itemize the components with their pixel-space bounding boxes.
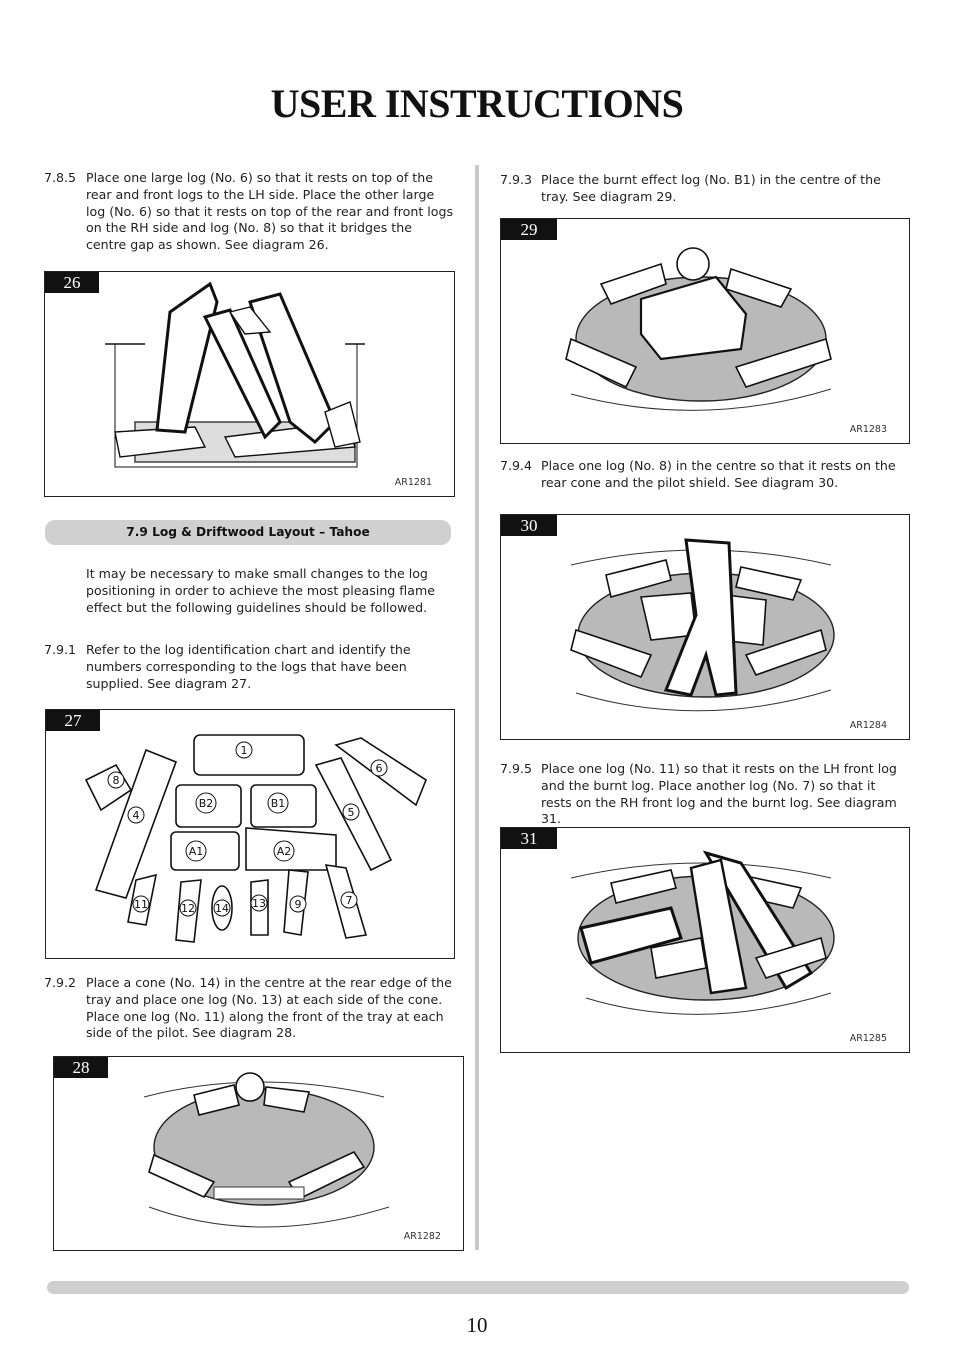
- log-label: 8: [112, 774, 120, 787]
- log-label: B2: [198, 797, 214, 810]
- log-label: 5: [347, 806, 355, 819]
- step-number: 7.9.1: [44, 642, 77, 657]
- log-label: A2: [276, 845, 292, 858]
- diagram-number: 30: [501, 515, 557, 536]
- step-text: Place the burnt effect log (No. B1) in the centre of the tray. See diagram 29.: [541, 172, 881, 204]
- diagram-27-illustration: [46, 710, 456, 960]
- step-7-9-1: [44, 642, 456, 692]
- step-number: 7.9.4: [500, 458, 533, 473]
- diagram-code: AR1281: [394, 477, 432, 488]
- diagram-28-illustration: [54, 1057, 465, 1252]
- log-label: B1: [270, 797, 286, 810]
- log-label: 9: [294, 898, 302, 911]
- diagram-26: [44, 271, 455, 497]
- diagram-29: [500, 218, 910, 444]
- diagram-code: AR1283: [849, 424, 887, 435]
- step-text: Place one large log (No. 6) so that it rests on top of the rear and front logs to the LH side. Place the other large log (No. 6) so that it rests on top of the rear and front logs on the RH side and log (No. 8) so that it bridges the centre gap as shown. See diagram 26.: [86, 170, 454, 253]
- diagram-28: [53, 1056, 464, 1251]
- diagram-27: [45, 709, 455, 959]
- column-divider: [475, 165, 479, 1250]
- step-text: Place one log (No. 8) in the centre so that it rests on the rear cone and the pilot shield. See diagram 30.: [541, 458, 896, 490]
- diagram-code: AR1282: [403, 1231, 441, 1242]
- diagram-number: 26: [45, 272, 99, 293]
- log-label: A1: [188, 845, 204, 858]
- step-number: 7.9.2: [44, 975, 77, 990]
- diagram-26-illustration: [45, 272, 456, 498]
- step-number: 7.9.3: [500, 172, 533, 187]
- page-number: 10: [466, 1313, 488, 1337]
- log-label: 13: [252, 897, 266, 910]
- step-7-9-2: [44, 975, 456, 1042]
- diagram-code: AR1284: [849, 720, 887, 731]
- step-7-9-5: [500, 761, 910, 828]
- diagram-30: [500, 514, 910, 740]
- log-label: 14: [215, 902, 229, 915]
- step-7-9-3: [500, 172, 910, 206]
- step-text: Place one log (No. 11) so that it rests on the LH front log and the burnt log. Place another log (No. 7) so that it rests on the RH front log and the burnt log. See diagram 31.: [541, 761, 897, 827]
- diagram-number: 29: [501, 219, 557, 240]
- log-label: 12: [181, 902, 195, 915]
- log-label: 6: [375, 762, 383, 775]
- diagram-30-illustration: [501, 515, 911, 741]
- step-7-8-5: [44, 170, 456, 254]
- diagram-number: 28: [54, 1057, 108, 1078]
- step-text: Refer to the log identification chart and identify the numbers corresponding to the logs that have been supplied. See diagram 27.: [86, 642, 411, 691]
- log-label: 1: [240, 744, 248, 757]
- step-number: 7.9.5: [500, 761, 533, 776]
- diagram-number: 27: [46, 710, 100, 731]
- step-text: Place a cone (No. 14) in the centre at the rear edge of the tray and place one log (No. 13) at each side of the cone. Place one log (No. 11) along the front of the tray at each side of the pilot. See diagram 28.: [86, 975, 452, 1041]
- intro-paragraph: It may be necessary to make small changes to the log positioning in order to achieve the most pleasing flame effect but the following guidelines should be followed.: [86, 566, 435, 615]
- page-title: USER INSTRUCTIONS: [270, 81, 684, 126]
- diagram-31: [500, 827, 910, 1053]
- diagram-29-illustration: [501, 219, 911, 445]
- footer-bar: [47, 1281, 909, 1294]
- step-7-9-4: [500, 458, 910, 492]
- diagram-code: AR1285: [849, 1033, 887, 1044]
- step-number: 7.8.5: [44, 170, 77, 185]
- diagram-31-illustration: [501, 828, 911, 1054]
- diagram-number: 31: [501, 828, 557, 849]
- log-label: 4: [132, 809, 140, 822]
- log-label: 7: [345, 894, 353, 907]
- section-heading: 7.9 Log & Driftwood Layout – Tahoe: [45, 520, 451, 545]
- log-label: 11: [134, 898, 148, 911]
